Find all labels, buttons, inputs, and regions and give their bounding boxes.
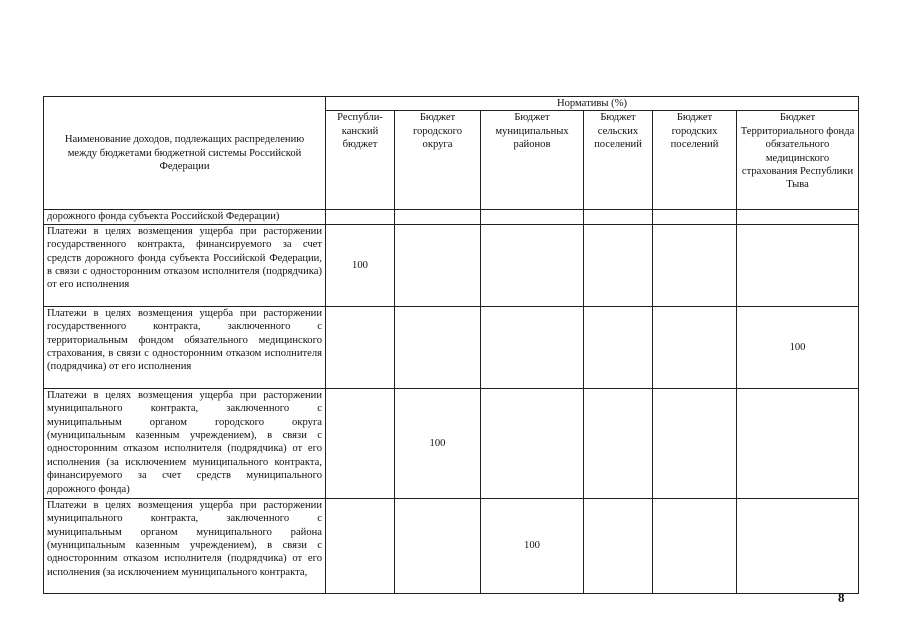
table-row	[44, 498, 859, 593]
row-value-territorial-fund	[737, 210, 859, 224]
table-row	[44, 210, 859, 224]
header-municipal-districts-budget: Бюджет муниципальных районов	[481, 111, 584, 210]
row-value-urban-settlements	[653, 210, 737, 224]
header-city-district-budget: Бюджет городского округа	[395, 111, 481, 210]
row-income-name: Платежи в целях возмещения ущерба при расторжении государственного контракта, финансируемого за счет средств дорожного фонда субъекта Российской Федерации, в связи с односторонним отказом исполнителя (подрядчика) от его исполнения	[44, 224, 326, 306]
row-value-territorial-fund	[737, 498, 859, 593]
header-republican-budget: Республи-канский бюджет	[326, 111, 395, 210]
header-income-name: Наименование доходов, подлежащих распределению между бюджетами бюджетной системы Российской Федерации	[44, 97, 326, 210]
row-value-territorial-fund	[737, 388, 859, 498]
normatives-table	[43, 96, 859, 594]
row-value-rural-settlements	[584, 306, 653, 388]
row-value-municipal-districts	[481, 306, 584, 388]
row-value-urban-settlements	[653, 388, 737, 498]
row-value-city-district	[395, 210, 481, 224]
row-value-republican	[326, 388, 395, 498]
row-value-rural-settlements	[584, 388, 653, 498]
row-value-rural-settlements	[584, 498, 653, 593]
row-value-city-district	[395, 224, 481, 306]
row-value-urban-settlements	[653, 498, 737, 593]
row-value-republican	[326, 306, 395, 388]
row-value-city-district: 100	[395, 388, 481, 498]
table-row	[44, 306, 859, 388]
row-value-municipal-districts	[481, 224, 584, 306]
row-income-name-text: Платежи в целях возмещения ущерба при расторжении муниципального контракта, заключенного с муниципальным органом муниципального района (муниципальным казенным учреждением), в связи с односторонним отказом исполнителя (подрядчика) от его исполнения (за исключением муниципального контракта,	[47, 499, 322, 578]
row-income-name: Платежи в целях возмещения ущерба при расторжении муниципального контракта, заключенного с муниципальным органом городского округа (муниципальным казенным учреждением), в связи с односторонним отказом исполнителя (подрядчика) от его исполнения (за исключением муниципального контракта, финансируемого за счет средств муниципального дорожного фонда)	[44, 388, 326, 498]
row-value-rural-settlements	[584, 210, 653, 224]
row-income-name: Платежи в целях возмещения ущерба при расторжении государственного контракта, заключенного с территориальным фондом обязательного медицинского страхования, в связи с односторонним отказом исполнителя (подрядчика) от его исполнения	[44, 306, 326, 388]
row-value-rural-settlements	[584, 224, 653, 306]
row-value-territorial-fund: 100	[737, 306, 859, 388]
row-value-municipal-districts	[481, 210, 584, 224]
row-value-municipal-districts	[481, 388, 584, 498]
row-value-republican: 100	[326, 224, 395, 306]
row-income-name	[44, 498, 326, 593]
header-normatives: Нормативы (%)	[326, 97, 859, 111]
row-value-urban-settlements	[653, 224, 737, 306]
header-urban-settlements-budget: Бюджет городских поселений	[653, 111, 737, 210]
row-value-city-district	[395, 498, 481, 593]
row-value-territorial-fund	[737, 224, 859, 306]
row-value-municipal-districts: 100	[481, 498, 584, 593]
header-rural-settlements-budget: Бюджет сельских поселений	[584, 111, 653, 210]
page-number: 8	[838, 590, 845, 605]
table-row	[44, 388, 859, 498]
row-income-name: дорожного фонда субъекта Российской Федерации)	[44, 210, 326, 224]
table-row	[44, 224, 859, 306]
row-value-republican	[326, 498, 395, 593]
row-value-city-district	[395, 306, 481, 388]
row-value-urban-settlements	[653, 306, 737, 388]
header-territorial-fund-budget: Бюджет Территориального фонда обязательного медицинского страхования Республики Тыва	[737, 111, 859, 210]
row-value-republican	[326, 210, 395, 224]
